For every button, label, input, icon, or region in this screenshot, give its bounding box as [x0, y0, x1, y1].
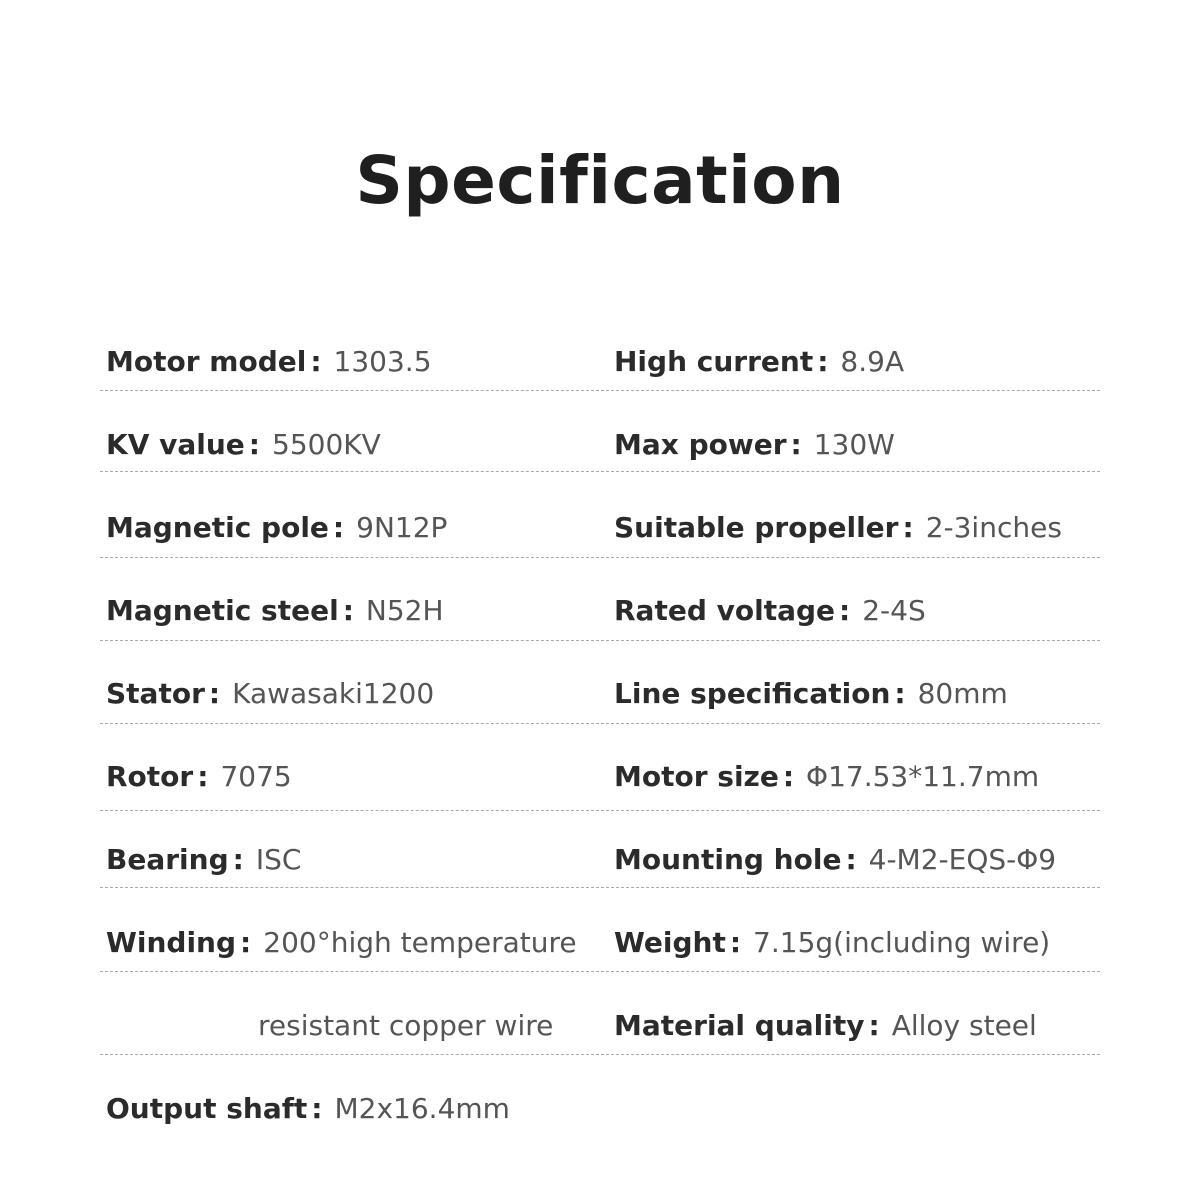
- spec-separator: :: [845, 843, 857, 876]
- spec-separator: :: [817, 345, 829, 378]
- spec-value: ISC: [255, 843, 302, 876]
- spec-max-power: [614, 425, 895, 465]
- spec-label: Line specification: [614, 677, 891, 710]
- spec-value: N52H: [365, 594, 444, 627]
- spec-separator: :: [342, 594, 354, 627]
- spec-label: Material quality: [614, 1009, 865, 1042]
- page-title: Specification: [355, 142, 845, 219]
- spec-label: Output shaft: [106, 1092, 308, 1125]
- spec-separator: :: [311, 1092, 323, 1125]
- spec-material-quality: [614, 1006, 1037, 1046]
- spec-separator: :: [902, 511, 914, 544]
- row-divider: [100, 557, 1100, 558]
- row-divider: [100, 723, 1100, 724]
- spec-label: Rated voltage: [614, 594, 836, 627]
- spec-value: Kawasaki1200: [232, 677, 435, 710]
- spec-rated-voltage: [614, 591, 926, 631]
- spec-separator: :: [208, 677, 221, 710]
- spec-separator: :: [232, 843, 244, 876]
- row-divider: [100, 887, 1100, 888]
- spec-output-shaft: [106, 1089, 510, 1129]
- spec-value: 130W: [813, 428, 895, 461]
- spec-label: Max power: [614, 428, 787, 461]
- spec-separator: :: [240, 926, 252, 959]
- spec-value: 7075: [220, 760, 292, 793]
- spec-label: Magnetic steel: [106, 594, 339, 627]
- spec-value: 1303.5: [333, 345, 432, 378]
- spec-weight: [614, 923, 1050, 963]
- spec-high-current: [614, 342, 904, 382]
- spec-value: 80mm: [917, 677, 1008, 710]
- spec-label: Bearing: [106, 843, 229, 876]
- spec-separator: :: [868, 1009, 880, 1042]
- spec-value: 2-4S: [862, 594, 926, 627]
- spec-value: Φ17.53*11.7mm: [806, 760, 1040, 793]
- row-divider: [100, 810, 1100, 811]
- spec-label: KV value: [106, 428, 245, 461]
- spec-label: Motor model: [106, 345, 307, 378]
- spec-line-specification: [614, 674, 1008, 714]
- spec-value: 5500KV: [272, 428, 381, 461]
- spec-bearing: [106, 840, 301, 880]
- spec-label: Winding: [106, 926, 237, 959]
- spec-value: M2x16.4mm: [334, 1092, 510, 1125]
- spec-magnetic-pole: [106, 508, 447, 548]
- spec-value: 200°high temperature: [263, 926, 577, 959]
- spec-suitable-propeller: [614, 508, 1062, 548]
- spec-label: Weight: [614, 926, 726, 959]
- spec-value: 9N12P: [356, 511, 448, 544]
- spec-separator: :: [839, 594, 851, 627]
- spec-label: Mounting hole: [614, 843, 842, 876]
- row-divider: [100, 471, 1100, 472]
- spec-value: 7.15g(including wire): [753, 926, 1051, 959]
- spec-separator: :: [729, 926, 742, 959]
- spec-label: Rotor: [106, 760, 194, 793]
- spec-winding-continued: resistant copper wire: [258, 1009, 554, 1042]
- spec-stator: [106, 674, 434, 714]
- spec-label: High current: [614, 345, 814, 378]
- spec-value: 2-3inches: [925, 511, 1062, 544]
- row-divider: [100, 390, 1100, 391]
- row-divider: [100, 971, 1100, 972]
- spec-separator: :: [197, 760, 209, 793]
- spec-label: Suitable propeller: [614, 511, 899, 544]
- spec-label: Magnetic pole: [106, 511, 329, 544]
- spec-winding: [106, 923, 577, 963]
- spec-value: 4-M2-EQS-Φ9: [868, 843, 1057, 876]
- spec-separator: :: [248, 428, 260, 461]
- spec-separator: :: [332, 511, 345, 544]
- spec-label: Motor size: [614, 760, 779, 793]
- spec-label: Stator: [106, 677, 205, 710]
- spec-motor-model: [106, 342, 432, 382]
- spec-value: Alloy steel: [891, 1009, 1037, 1042]
- spec-separator: :: [894, 677, 906, 710]
- spec-kv-value: [106, 425, 381, 465]
- spec-separator: :: [310, 345, 322, 378]
- row-divider: [100, 640, 1100, 641]
- spec-separator: :: [790, 428, 802, 461]
- spec-motor-size: [614, 757, 1039, 797]
- spec-rotor: [106, 757, 292, 797]
- spec-separator: :: [782, 760, 795, 793]
- row-divider: [100, 1054, 1100, 1055]
- spec-value: 8.9A: [840, 345, 905, 378]
- spec-mounting-hole: [614, 840, 1056, 880]
- spec-magnetic-steel: [106, 591, 444, 631]
